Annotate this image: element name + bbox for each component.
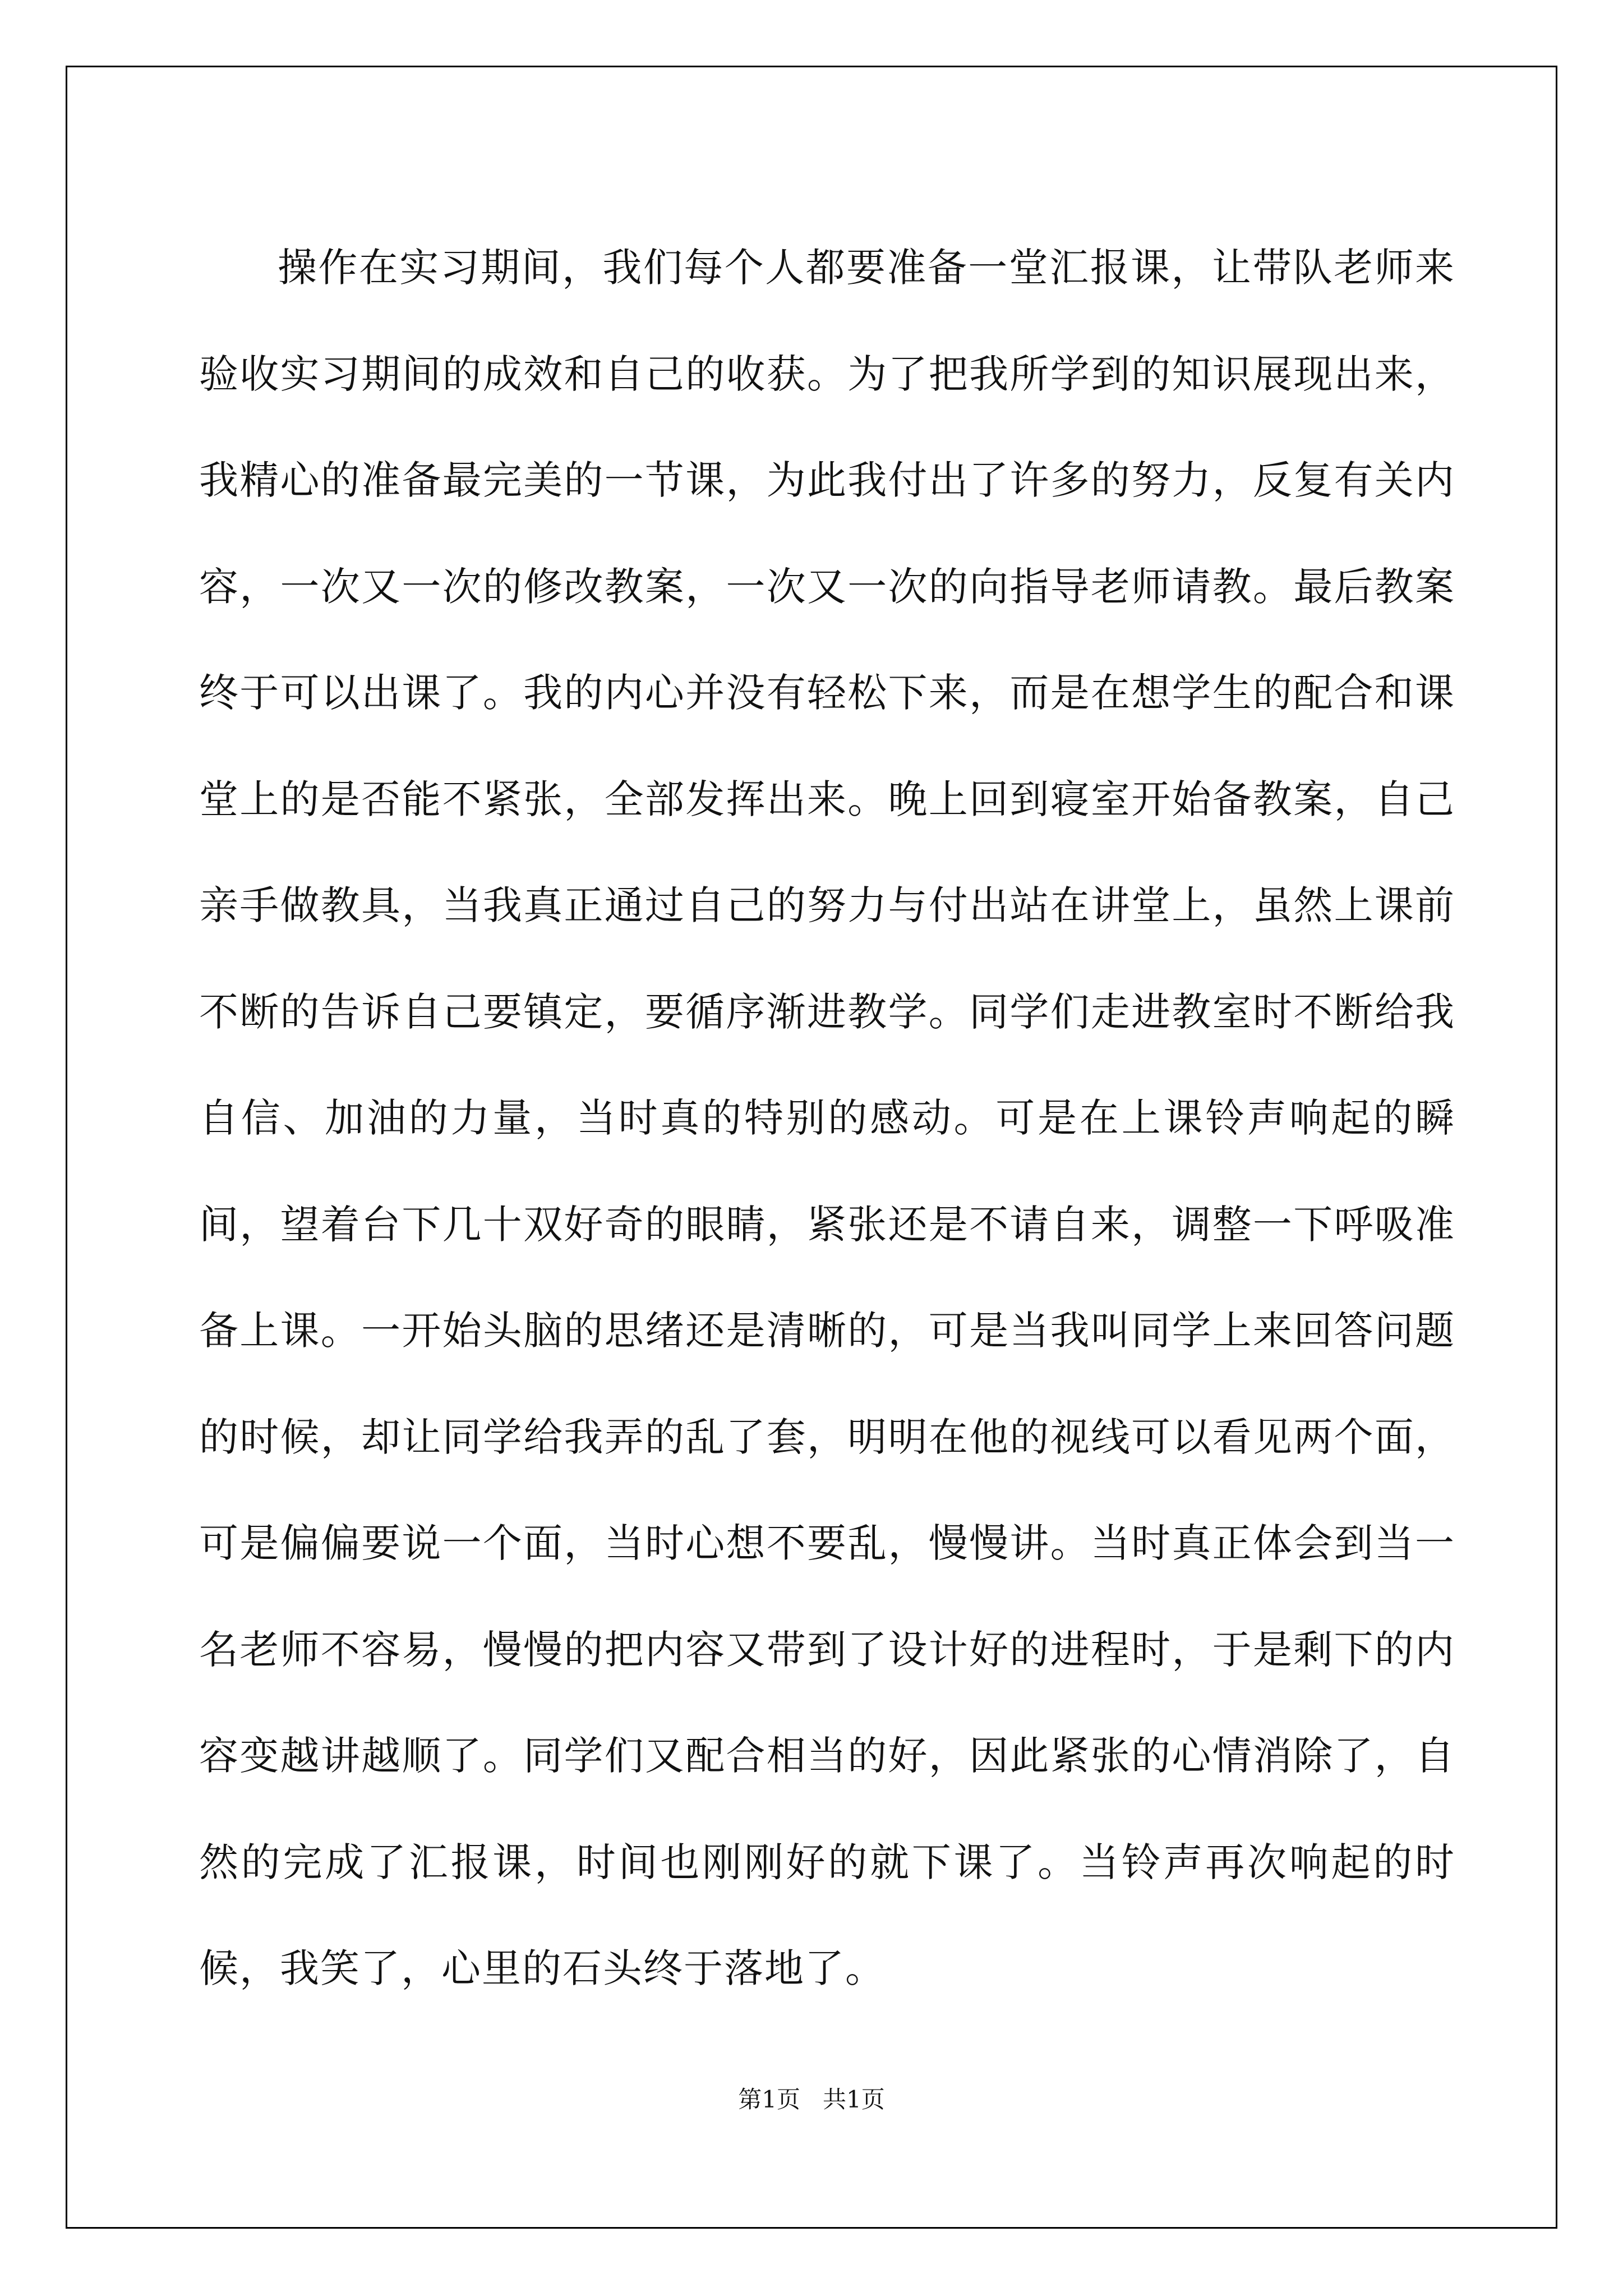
body-paragraph: 操作在实习期间，我们每个人都要准备一堂汇报课，让带队老师来验收实习期间的成效和自己的收获。为了把我所学到的知识展现出来，我精心的准备最完美的一节课，为此我付出了许多的努力，反复有关内容，一次又一次的修改教案，一次又一次的向指导老师请教。最后教案终于可以出课了。我的内心并没有轻松下来，而是在想学生的配合和课堂上的是否能不紧张，全部发挥出来。晚上回到寝室开始备教案，自己亲手做教具，当我真正通过自己的努力与付出站在讲堂上，虽然上课前不断的告诉自己要镇定，要循序渐进教学。同学们走进教室时不断给我自信、加油的力量，当时真的特别的感动。可是在上课铃声响起的瞬间，望着台下几十双好奇的眼睛，紧张还是不请自来，调整一下呼吸准备上课。一开始头脑的思绪还是清晰的，可是当我叫同学上来回答问题的时候，却让同学给我弄的乱了套，明明在他的视线可以看见两个面，可是偏偏要说一个面，当时心想不要乱，慢慢讲。当时真正体会到当一名老师不容易，慢慢的把内容又带到了设计好的进程时，于是剩下的内容变越讲越顺了。同学们又配合相当的好，因此紧张的心情消除了，自然的完成了汇报课，时间也刚刚好的就下课了。当铃声再次响起的时候，我笑了，心里的石头终于落地了。 — [199, 245, 1455, 1991]
page-number-footer: 第1页 共1页 — [738, 2086, 885, 2113]
